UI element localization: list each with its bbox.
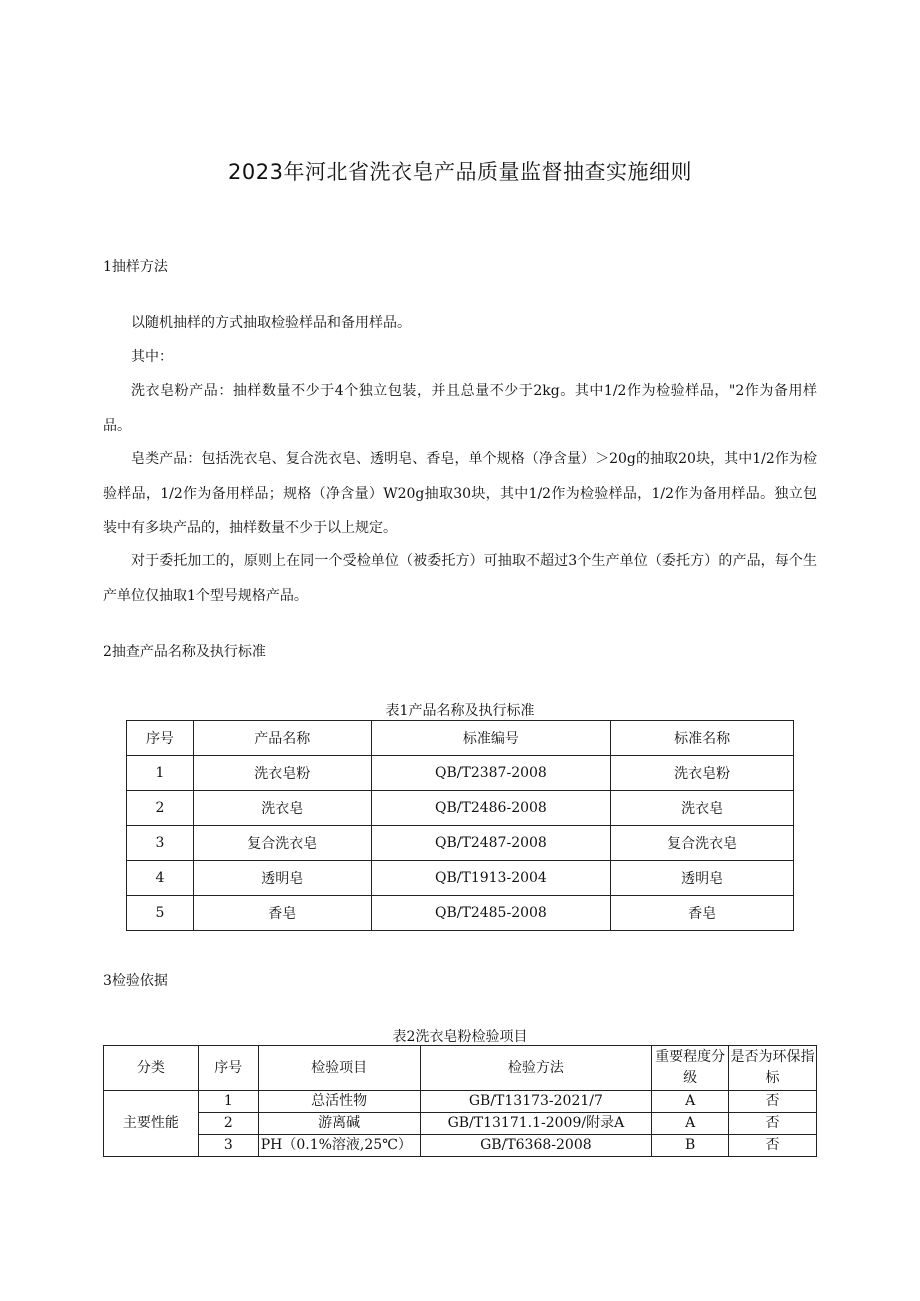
table-cell: 透明皂 (193, 861, 371, 896)
table-row (104, 1135, 817, 1157)
table-cell: 2 (127, 791, 194, 826)
inspection-items-table (103, 1045, 817, 1157)
table-cell: 香皂 (193, 896, 371, 931)
table-cell: 1 (198, 1091, 258, 1113)
table-header-cell: 产品名称 (193, 721, 371, 756)
table-cell: 否 (729, 1113, 817, 1135)
table-cell: 游离碱 (258, 1113, 420, 1135)
section-heading-basis: 3检验依据 (103, 973, 168, 989)
table-cell: GB/T6368-2008 (420, 1135, 652, 1157)
table-cell: QB/T1913-2004 (371, 861, 611, 896)
table-cell: 洗衣皂 (611, 791, 794, 826)
table-cell: 洗衣皂 (193, 791, 371, 826)
table-cell: 透明皂 (611, 861, 794, 896)
table-header-row (127, 721, 794, 756)
table-header-cell: 序号 (198, 1046, 258, 1091)
category-cell: 主要性能 (104, 1091, 199, 1157)
table-header-cell: 是否为环保指标 (729, 1046, 817, 1091)
table-cell: 复合洗衣皂 (611, 826, 794, 861)
table1-caption: 表1产品名称及执行标准 (385, 703, 535, 719)
table-cell: QB/T2387-2008 (371, 756, 611, 791)
table-cell: QB/T2487-2008 (371, 826, 611, 861)
table-header-cell: 标准编号 (371, 721, 611, 756)
table-header-cell: 检验方法 (420, 1046, 652, 1091)
document-title: 2023年河北省洗衣皂产品质量监督抽查实施细则 (228, 160, 692, 184)
table-header-row (104, 1046, 817, 1091)
table-cell: A (652, 1113, 729, 1135)
paragraph-sampling-method: 以随机抽样的方式抽取检验样品和备用样品。 (131, 315, 411, 331)
table-cell: QB/T2485-2008 (371, 896, 611, 931)
table-cell: B (652, 1135, 729, 1157)
product-standards-table (126, 720, 794, 931)
table-cell: A (652, 1091, 729, 1113)
table-row (127, 861, 794, 896)
table-header-cell: 标准名称 (611, 721, 794, 756)
table-header-cell: 分类 (104, 1046, 199, 1091)
table-cell: 洗衣皂粉 (611, 756, 794, 791)
paragraph-soap-types: 皂类产品：包括洗衣皂、复合洗衣皂、透明皂、香皂，单个规格（净含量）＞20g的抽取20块，其中1/2作为检验样品，1/2作为备用样品；规格（净含量）W20g抽取30块，其中1/2作为检验样品，1/2作为备用样品。独立包装中有多块产品的，抽样数量不少于以上规定。 (103, 451, 817, 536)
table-cell: PH（0.1%溶液,25℃） (258, 1135, 420, 1157)
table-cell: 否 (729, 1091, 817, 1113)
table-cell: 2 (198, 1113, 258, 1135)
table-row (127, 896, 794, 931)
table-header-cell: 序号 (127, 721, 194, 756)
table2-caption: 表2洗衣皂粉检验项目 (392, 1029, 528, 1045)
table-row (104, 1091, 817, 1113)
table-cell: 3 (198, 1135, 258, 1157)
table-cell: 洗衣皂粉 (193, 756, 371, 791)
table-cell: 否 (729, 1135, 817, 1157)
paragraph-entrusted: 对于委托加工的，原则上在同一个受检单位（被委托方）可抽取不超过3个生产单位（委托方）的产品，每个生产单位仅抽取1个型号规格产品。 (103, 553, 817, 604)
section-heading-sampling: 1抽样方法 (103, 259, 168, 275)
table-row (127, 756, 794, 791)
table-row (127, 826, 794, 861)
table-cell: 1 (127, 756, 194, 791)
table-row (127, 791, 794, 826)
table-header-cell: 检验项目 (258, 1046, 420, 1091)
paragraph-among: 其中： (131, 349, 173, 365)
table-cell: 香皂 (611, 896, 794, 931)
table-cell: 5 (127, 896, 194, 931)
table-cell: 总活性物 (258, 1091, 420, 1113)
table-cell: 3 (127, 826, 194, 861)
table-cell: GB/T13173-2021/7 (420, 1091, 652, 1113)
paragraph-soap-powder: 洗衣皂粉产品：抽样数量不少于4个独立包装，并且总量不少于2kg。其中1/2作为检验样品，"2作为备用样品。 (103, 383, 817, 434)
table-cell: 复合洗衣皂 (193, 826, 371, 861)
section-heading-products: 2抽查产品名称及执行标准 (103, 644, 266, 660)
table-cell: GB/T13171.1-2009/附录A (420, 1113, 652, 1135)
table-cell: QB/T2486-2008 (371, 791, 611, 826)
table-header-cell: 重要程度分级 (652, 1046, 729, 1091)
table-cell: 4 (127, 861, 194, 896)
table-row (104, 1113, 817, 1135)
